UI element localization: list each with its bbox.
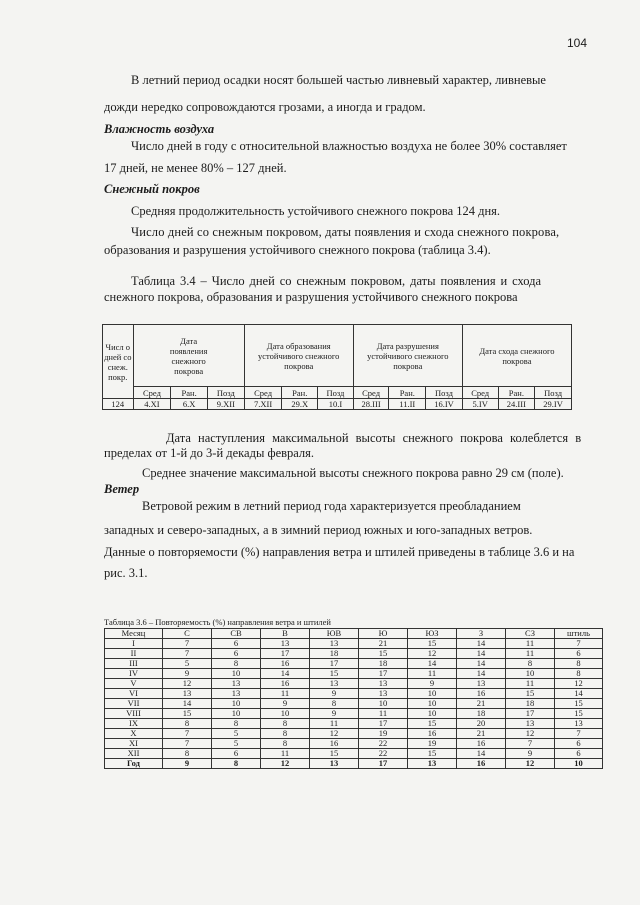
table-cell: 13	[212, 679, 261, 689]
table-cell: 14	[457, 649, 506, 659]
data-cell: 4.XI	[133, 399, 171, 410]
table-cell: 16	[457, 739, 506, 749]
table-cell: 15	[359, 649, 408, 659]
header-cell: ЮВ	[310, 629, 359, 639]
data-row	[103, 399, 572, 410]
table-cell: 19	[408, 739, 457, 749]
data-cell: 29.IV	[535, 399, 572, 410]
page-number: 104	[567, 36, 588, 50]
paragraph-line: пределах от 1-й до 3-й декады февраля.	[104, 446, 315, 460]
data-cell: 5.IV	[462, 399, 498, 410]
table-row	[105, 759, 603, 769]
table-cell: 12	[506, 759, 555, 769]
table-cell: XI	[105, 739, 163, 749]
table-cell: 6	[212, 649, 261, 659]
table-cell: 15	[408, 719, 457, 729]
table-cell: 16	[457, 759, 506, 769]
table-cell: 13	[163, 689, 212, 699]
table-cell: 20	[457, 719, 506, 729]
table-cell: 10	[359, 699, 408, 709]
table-cell: IX	[105, 719, 163, 729]
table-cell: 15	[555, 709, 603, 719]
table-cell: V	[105, 679, 163, 689]
table-cell: 13	[408, 759, 457, 769]
table-cell: VI	[105, 689, 163, 699]
table-cell: 17	[359, 719, 408, 729]
table-cell: 16	[261, 679, 310, 689]
header-cell: З	[457, 629, 506, 639]
table-cell: IV	[105, 669, 163, 679]
table-cell: 14	[457, 749, 506, 759]
header-cell: Месяц	[105, 629, 163, 639]
table-cell: 9	[506, 749, 555, 759]
table-cell: 12	[555, 679, 603, 689]
table-row	[105, 719, 603, 729]
table-cell: 15	[408, 639, 457, 649]
subheader-cell: Ран.	[282, 387, 318, 399]
table-caption-3-6: Таблица 3.6 – Повторяемость (%) направления ветра и штилей	[104, 617, 331, 627]
paragraph-line: рис. 3.1.	[104, 566, 148, 580]
table-cell: 14	[163, 699, 212, 709]
table-cell: 6	[555, 749, 603, 759]
table-row	[105, 669, 603, 679]
table-cell: 7	[555, 729, 603, 739]
table-cell: 11	[261, 749, 310, 759]
header-days: Числ о дней со снеж. покр.	[103, 325, 134, 399]
table-cell: 9	[163, 669, 212, 679]
subheader-cell: Позд	[426, 387, 463, 399]
table-cell: 15	[310, 749, 359, 759]
paragraph-line: Средняя продолжительность устойчивого снежного покрова 124 дня.	[131, 204, 501, 218]
table-cell: 10	[212, 709, 261, 719]
paragraph-line: Число дней в году с относительной влажностью воздуха не более 30% составляет	[131, 139, 567, 153]
table-row	[105, 679, 603, 689]
table-cell: 10	[212, 699, 261, 709]
paragraph-line: Данные о повторяемости (%) направления ветра и штилей приведены в таблице 3.6 и на	[104, 545, 575, 559]
table-cell: 12	[408, 649, 457, 659]
table-cell: 16	[408, 729, 457, 739]
table-cell: 7	[163, 739, 212, 749]
table-cell: 13	[506, 719, 555, 729]
subheader-cell: Сред	[133, 387, 171, 399]
table-cell: 13	[457, 679, 506, 689]
paragraph-line: дожди нередко сопровождаются грозами, а иногда и градом.	[104, 100, 426, 114]
table-cell: 8	[555, 669, 603, 679]
table-cell: 8	[212, 759, 261, 769]
table-caption-3-4: Таблица 3.4 – Число дней со снежным покровом, даты появления и схода	[131, 274, 542, 288]
table-cell: 8	[310, 699, 359, 709]
table-row	[105, 649, 603, 659]
table-cell: 10	[212, 669, 261, 679]
table-cell: 15	[310, 669, 359, 679]
table-cell: 14	[261, 669, 310, 679]
table-cell: 13	[359, 689, 408, 699]
table-cell: 8	[555, 659, 603, 669]
table-cell: 12	[506, 729, 555, 739]
table-cell: 8	[212, 659, 261, 669]
subheader-cell: Сред	[353, 387, 389, 399]
table-cell: 9	[310, 709, 359, 719]
section-heading-snow: Снежный покров	[104, 182, 200, 196]
table-cell: 13	[212, 689, 261, 699]
subheader-cell: Ран.	[171, 387, 208, 399]
table-cell: 16	[457, 689, 506, 699]
table-cell: 16	[310, 739, 359, 749]
header-cell: СВ	[212, 629, 261, 639]
table-cell: 18	[359, 659, 408, 669]
subheader-cell: Позд	[535, 387, 572, 399]
subheader-cell: Позд	[208, 387, 245, 399]
header-cell: штиль	[555, 629, 603, 639]
table-3-4	[102, 324, 572, 410]
section-heading-humidity: Влажность воздуха	[104, 122, 215, 136]
table-cell: III	[105, 659, 163, 669]
table-caption-3-4-cont: снежного покрова, образования и разрушения устойчивого снежного покрова	[104, 290, 518, 304]
table-cell: 7	[163, 649, 212, 659]
data-cell: 29.X	[282, 399, 318, 410]
section-heading-wind: Ветер	[104, 482, 140, 496]
header-cell: С	[163, 629, 212, 639]
paragraph-line: В летний период осадки носят большей частью ливневый характер, ливневые	[131, 73, 546, 87]
table-cell: 10	[408, 689, 457, 699]
table-cell: 11	[408, 669, 457, 679]
table-cell: 17	[359, 759, 408, 769]
subheader-cell: Позд	[318, 387, 354, 399]
table-cell: 19	[359, 729, 408, 739]
data-cell: 7.XII	[244, 399, 282, 410]
table-cell: VIII	[105, 709, 163, 719]
paragraph-line: Дата наступления максимальной высоты снежного покрова колеблется в	[166, 431, 582, 445]
table-cell: 13	[555, 719, 603, 729]
table-cell: 14	[457, 639, 506, 649]
header-row	[105, 629, 603, 639]
table-cell: 21	[359, 639, 408, 649]
table-cell: 22	[359, 739, 408, 749]
table-cell: I	[105, 639, 163, 649]
table-cell: 12	[163, 679, 212, 689]
table-cell: 13	[261, 639, 310, 649]
table-cell: 6	[212, 749, 261, 759]
paragraph-line: Число дней со снежным покровом, даты появления и схода снежного покрова,	[131, 225, 560, 239]
table-cell: 9	[310, 689, 359, 699]
table-cell: 12	[310, 729, 359, 739]
table-row	[105, 709, 603, 719]
table-cell: X	[105, 729, 163, 739]
data-cell: 124	[103, 399, 134, 410]
table-cell: 10	[555, 759, 603, 769]
table-cell: 9	[261, 699, 310, 709]
header-cell: СЗ	[506, 629, 555, 639]
table-cell: 8	[506, 659, 555, 669]
table-cell: 11	[506, 649, 555, 659]
paragraph-line: Среднее значение максимальной высоты снежного покрова равно 29 см (поле).	[142, 466, 564, 480]
table-cell: 16	[261, 659, 310, 669]
data-cell: 16.IV	[426, 399, 463, 410]
paragraph-line: образования и разрушения устойчивого снежного покрова (таблица 3.4).	[104, 243, 491, 257]
table-cell: 10	[408, 699, 457, 709]
header-cell: Ю	[359, 629, 408, 639]
table-row	[105, 749, 603, 759]
data-cell: 28.III	[353, 399, 389, 410]
table-cell: 9	[408, 679, 457, 689]
table-cell: 14	[457, 659, 506, 669]
data-cell: 24.III	[498, 399, 535, 410]
table-cell: Год	[105, 759, 163, 769]
table-cell: 7	[163, 729, 212, 739]
table-3-6	[104, 628, 603, 769]
table-cell: 10	[261, 709, 310, 719]
table-cell: 14	[457, 669, 506, 679]
paragraph-line: Ветровой режим в летний период года характеризуется преобладанием	[142, 499, 521, 513]
table-cell: 8	[163, 719, 212, 729]
table-cell: 17	[310, 659, 359, 669]
table-cell: 13	[310, 679, 359, 689]
table-cell: VII	[105, 699, 163, 709]
table-cell: 15	[408, 749, 457, 759]
table-cell: 13	[310, 639, 359, 649]
table-cell: 7	[555, 639, 603, 649]
header-destruction: Дата разрушения устойчивого снежного покрова	[353, 325, 462, 387]
data-cell: 10.I	[318, 399, 354, 410]
paragraph-line: западных и северо-западных, а в зимний период южных и юго-западных ветров.	[104, 523, 533, 537]
table-row	[105, 739, 603, 749]
table-cell: 13	[359, 679, 408, 689]
table-cell: 8	[261, 719, 310, 729]
header-formation: Дата образования устойчивого снежного покрова	[244, 325, 353, 387]
table-cell: 7	[163, 639, 212, 649]
table-cell: 11	[261, 689, 310, 699]
table-cell: XII	[105, 749, 163, 759]
table-cell: 10	[408, 709, 457, 719]
header-melting: Дата схода снежного покрова	[462, 325, 571, 387]
table-cell: 18	[506, 699, 555, 709]
table-cell: 8	[212, 719, 261, 729]
table-cell: 15	[555, 699, 603, 709]
subheader-cell: Сред	[462, 387, 498, 399]
subheader-row	[103, 387, 572, 399]
table-cell: 8	[261, 739, 310, 749]
table-cell: 11	[310, 719, 359, 729]
subheader-cell: Сред	[244, 387, 282, 399]
table-cell: 15	[506, 689, 555, 699]
table-cell: 6	[212, 639, 261, 649]
data-cell: 11.II	[389, 399, 426, 410]
table-row	[105, 699, 603, 709]
paragraph-line: 17 дней, не менее 80% – 127 дней.	[104, 161, 287, 175]
table-cell: 6	[555, 649, 603, 659]
table-cell: 5	[212, 729, 261, 739]
table-cell: 11	[506, 679, 555, 689]
subheader-cell: Ран.	[498, 387, 535, 399]
table-row	[105, 729, 603, 739]
table-cell: 5	[163, 659, 212, 669]
table-cell: 15	[163, 709, 212, 719]
header-cell: В	[261, 629, 310, 639]
table-cell: 18	[310, 649, 359, 659]
table-cell: 14	[408, 659, 457, 669]
table-cell: II	[105, 649, 163, 659]
table-cell: 14	[555, 689, 603, 699]
table-cell: 22	[359, 749, 408, 759]
table-cell: 10	[506, 669, 555, 679]
table-cell: 21	[457, 699, 506, 709]
header-appearance: Дата появления снежного покрова	[133, 325, 244, 387]
table-cell: 12	[261, 759, 310, 769]
table-cell: 6	[555, 739, 603, 749]
table-row	[105, 639, 603, 649]
table-cell: 18	[457, 709, 506, 719]
table-cell: 5	[212, 739, 261, 749]
table-cell: 21	[457, 729, 506, 739]
header-cell: ЮЗ	[408, 629, 457, 639]
data-cell: 6.X	[171, 399, 208, 410]
table-cell: 7	[506, 739, 555, 749]
table-cell: 8	[261, 729, 310, 739]
table-cell: 17	[506, 709, 555, 719]
table-cell: 13	[310, 759, 359, 769]
data-cell: 9.XII	[208, 399, 245, 410]
subheader-cell: Ран.	[389, 387, 426, 399]
table-cell: 17	[261, 649, 310, 659]
table-cell: 9	[163, 759, 212, 769]
table-row	[105, 689, 603, 699]
table-cell: 8	[163, 749, 212, 759]
table-row	[105, 659, 603, 669]
table-cell: 11	[359, 709, 408, 719]
table-cell: 17	[359, 669, 408, 679]
table-cell: 11	[506, 639, 555, 649]
